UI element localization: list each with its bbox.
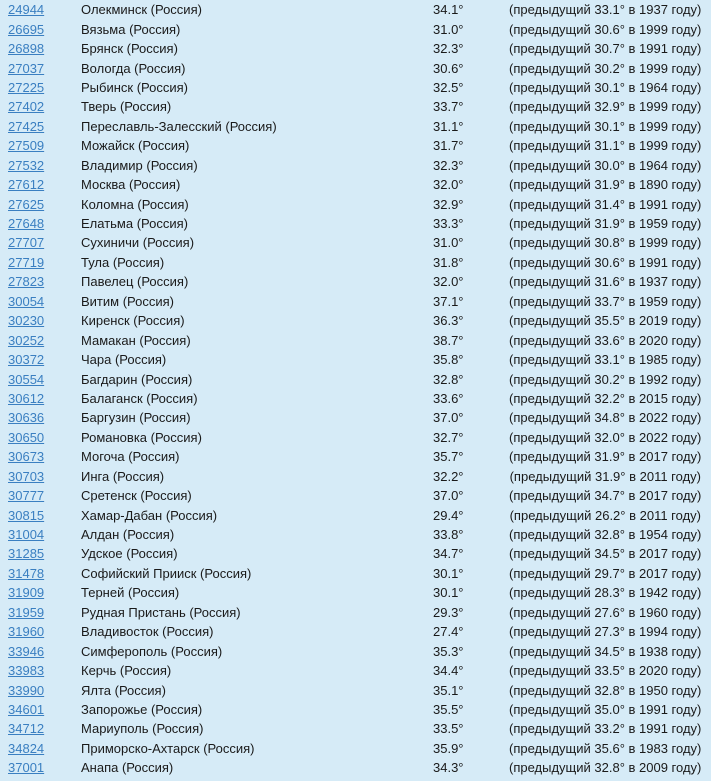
record-temperature: 33.5° [433, 721, 464, 737]
record-temperature: 31.0° [433, 235, 464, 251]
record-temperature: 37.1° [433, 293, 464, 309]
record-temperature: 33.6° [433, 390, 464, 406]
table-row [0, 369, 711, 388]
table-row [0, 253, 711, 272]
previous-record: (предыдущий 34.5° в 2017 году) [509, 546, 702, 562]
station-id-link[interactable]: 27823 [8, 274, 45, 290]
record-temperature: 29.4° [433, 507, 464, 523]
record-temperature: 33.7° [433, 99, 464, 115]
station-id-link[interactable]: 27625 [8, 196, 45, 212]
previous-record: (предыдущий 31.9° в 2011 году) [509, 468, 701, 484]
station-id-cell [0, 97, 81, 116]
record-temperature: 31.0° [433, 21, 464, 37]
station-id-link[interactable]: 27612 [8, 177, 45, 193]
station-name: Мамакан (Россия) [81, 332, 191, 348]
station-id-cell [0, 622, 81, 641]
station-id-cell [0, 156, 81, 175]
record-temperature: 35.5° [433, 701, 464, 717]
record-temperature: 32.3° [433, 157, 464, 173]
previous-record: (предыдущий 34.7° в 2017 году) [509, 488, 702, 504]
station-id-link[interactable]: 27509 [8, 138, 45, 154]
station-name: Москва (Россия) [81, 177, 181, 193]
station-name: Владимир (Россия) [81, 157, 198, 173]
station-name: Баргузин (Россия) [81, 410, 191, 426]
station-id-link[interactable]: 27648 [8, 216, 45, 232]
record-temperature: 35.9° [433, 740, 464, 756]
table-row [0, 680, 711, 699]
station-id-link[interactable]: 31478 [8, 565, 45, 581]
table-row [0, 758, 711, 777]
station-name: Владивосток (Россия) [81, 624, 214, 640]
station-name: Витим (Россия) [81, 293, 174, 309]
previous-record: (предыдущий 35.6° в 1983 году) [509, 740, 702, 756]
station-name: Хамар-Дабан (Россия) [81, 507, 218, 523]
previous-record: (предыдущий 32.8° в 1950 году) [509, 682, 702, 698]
record-temperature: 34.7° [433, 546, 464, 562]
station-name: Можайск (Россия) [81, 138, 190, 154]
previous-record: (предыдущий 32.8° в 2009 году) [509, 760, 702, 776]
previous-record: (предыдущий 31.9° в 1890 году) [509, 177, 702, 193]
station-id-cell [0, 0, 81, 19]
record-temperature: 32.5° [433, 79, 464, 95]
station-name: Коломна (Россия) [81, 196, 189, 212]
record-temperature: 35.8° [433, 352, 464, 368]
station-id-cell [0, 233, 81, 252]
station-id-cell [0, 292, 81, 311]
previous-record: (предыдущий 33.7° в 1959 году) [509, 293, 702, 309]
record-temperature: 31.8° [433, 254, 464, 270]
previous-record: (предыдущий 35.0° в 1991 году) [509, 701, 702, 717]
previous-record: (предыдущий 30.6° в 1991 году) [509, 254, 702, 270]
station-id-link[interactable]: 33990 [8, 682, 45, 698]
previous-record: (предыдущий 31.1° в 1999 году) [509, 138, 702, 154]
station-id-cell [0, 369, 81, 388]
station-id-link[interactable]: 30650 [8, 429, 45, 445]
record-temperature: 34.4° [433, 663, 464, 679]
station-id-cell [0, 544, 81, 563]
previous-record: (предыдущий 31.4° в 1991 году) [509, 196, 702, 212]
station-id-cell [0, 194, 81, 213]
table-row [0, 117, 711, 136]
station-id-link[interactable]: 30636 [8, 410, 45, 426]
station-name: Балаганск (Россия) [81, 390, 198, 406]
station-id-cell [0, 350, 81, 369]
table-row [0, 78, 711, 97]
record-temperature: 33.3° [433, 216, 464, 232]
station-id-cell [0, 78, 81, 97]
station-id-link[interactable]: 30703 [8, 468, 45, 484]
table-row [0, 389, 711, 408]
station-id-cell [0, 700, 81, 719]
record-temperature: 33.8° [433, 527, 464, 543]
station-id-cell [0, 525, 81, 544]
station-id-link[interactable]: 31285 [8, 546, 45, 562]
table-row [0, 739, 711, 758]
record-temperature: 37.0° [433, 410, 464, 426]
station-name: Олекминск (Россия) [81, 2, 202, 18]
previous-record: (предыдущий 33.5° в 2020 году) [509, 663, 702, 679]
station-id-cell [0, 19, 81, 38]
table-row [0, 292, 711, 311]
table-row [0, 505, 711, 524]
previous-record: (предыдущий 35.5° в 2019 году) [509, 313, 702, 329]
station-id-link[interactable]: 27037 [8, 60, 45, 76]
station-name: Анапа (Россия) [81, 760, 174, 776]
table-row [0, 175, 711, 194]
table-row [0, 233, 711, 252]
station-name: Приморско-Ахтарск (Россия) [81, 740, 255, 756]
table-row [0, 525, 711, 544]
previous-record: (предыдущий 34.8° в 2022 году) [509, 410, 702, 426]
station-id-link[interactable]: 30612 [8, 390, 45, 406]
previous-record: (предыдущий 33.1° в 1985 году) [509, 352, 702, 368]
station-id-cell [0, 661, 81, 680]
previous-record: (предыдущий 30.1° в 1999 году) [509, 118, 702, 134]
previous-record: (предыдущий 30.0° в 1964 году) [509, 157, 702, 173]
previous-record: (предыдущий 32.9° в 1999 году) [509, 99, 702, 115]
table-row [0, 544, 711, 563]
station-name: Чара (Россия) [81, 352, 167, 368]
record-temperature: 32.0° [433, 177, 464, 193]
station-id-cell [0, 214, 81, 233]
table-row [0, 156, 711, 175]
station-name: Вязьма (Россия) [81, 21, 181, 37]
station-id-link[interactable]: 26898 [8, 41, 45, 57]
table-row [0, 19, 711, 38]
previous-record: (предыдущий 28.3° в 1942 году) [509, 585, 702, 601]
table-row [0, 447, 711, 466]
table-row [0, 583, 711, 602]
record-temperature: 36.3° [433, 313, 464, 329]
station-id-link[interactable]: 30554 [8, 371, 45, 387]
table-row [0, 272, 711, 291]
station-name: Переславль-Залесский (Россия) [81, 118, 277, 134]
station-name: Романовка (Россия) [81, 429, 202, 445]
station-id-cell [0, 408, 81, 427]
record-temperature: 35.7° [433, 449, 464, 465]
station-name: Багдарин (Россия) [81, 371, 193, 387]
record-temperature: 30.6° [433, 60, 464, 76]
station-id-cell [0, 311, 81, 330]
previous-record: (предыдущий 31.9° в 1959 году) [509, 216, 702, 232]
station-id-link[interactable]: 27719 [8, 254, 45, 270]
station-name: Запорожье (Россия) [81, 701, 203, 717]
station-name: Алдан (Россия) [81, 527, 175, 543]
station-id-cell [0, 39, 81, 58]
previous-record: (предыдущий 30.7° в 1991 году) [509, 41, 702, 57]
station-id-cell [0, 467, 81, 486]
station-id-cell [0, 719, 81, 738]
table-row [0, 194, 711, 213]
station-id-link[interactable]: 34601 [8, 701, 45, 717]
previous-record: (предыдущий 30.2° в 1999 году) [509, 60, 702, 76]
station-id-link[interactable]: 24944 [8, 2, 45, 18]
previous-record: (предыдущий 27.3° в 1994 году) [509, 624, 702, 640]
station-name: Сухиничи (Россия) [81, 235, 195, 251]
station-name: Терней (Россия) [81, 585, 180, 601]
station-name: Инга (Россия) [81, 468, 165, 484]
previous-record: (предыдущий 30.2° в 1992 году) [509, 371, 702, 387]
station-id-cell [0, 583, 81, 602]
record-temperature: 32.8° [433, 371, 464, 387]
table-row [0, 564, 711, 583]
record-temperature: 27.4° [433, 624, 464, 640]
station-name: Удское (Россия) [81, 546, 178, 562]
record-temperature: 37.0° [433, 488, 464, 504]
station-name: Тверь (Россия) [81, 99, 172, 115]
table-row [0, 136, 711, 155]
station-name: Киренск (Россия) [81, 313, 185, 329]
station-id-link[interactable]: 31959 [8, 604, 45, 620]
table-row [0, 97, 711, 116]
record-temperature: 32.2° [433, 468, 464, 484]
table-row [0, 0, 711, 19]
previous-record: (предыдущий 31.9° в 2017 году) [509, 449, 702, 465]
record-temperature: 31.1° [433, 118, 464, 134]
previous-record: (предыдущий 33.2° в 1991 году) [509, 721, 702, 737]
station-id-cell [0, 486, 81, 505]
table-row [0, 467, 711, 486]
table-row [0, 622, 711, 641]
previous-record: (предыдущий 30.8° в 1999 году) [509, 235, 702, 251]
station-id-cell [0, 641, 81, 660]
table-row [0, 350, 711, 369]
station-id-cell [0, 603, 81, 622]
table-row [0, 330, 711, 349]
record-temperature: 31.7° [433, 138, 464, 154]
previous-record: (предыдущий 27.6° в 1960 году) [509, 604, 702, 620]
previous-record: (предыдущий 29.7° в 2017 году) [509, 565, 702, 581]
station-id-link[interactable]: 27425 [8, 118, 45, 134]
station-id-link[interactable]: 31004 [8, 527, 45, 543]
station-id-link[interactable]: 30230 [8, 313, 45, 329]
station-id-cell [0, 680, 81, 699]
table-row [0, 311, 711, 330]
station-id-cell [0, 564, 81, 583]
previous-record: (предыдущий 30.6° в 1999 году) [509, 21, 702, 37]
previous-record: (предыдущий 32.2° в 2015 году) [509, 390, 702, 406]
table-row [0, 408, 711, 427]
table-row [0, 428, 711, 447]
station-id-cell [0, 272, 81, 291]
station-id-link[interactable]: 30054 [8, 293, 45, 309]
record-temperature: 35.1° [433, 682, 464, 698]
station-name: Софийский Прииск (Россия) [81, 565, 252, 581]
station-id-link[interactable]: 33946 [8, 643, 45, 659]
station-id-cell [0, 175, 81, 194]
record-temperature: 38.7° [433, 332, 464, 348]
station-name: Елатьма (Россия) [81, 216, 188, 232]
previous-record: (предыдущий 33.1° в 1937 году) [509, 2, 702, 18]
record-temperature: 34.1° [433, 2, 464, 18]
station-id-link[interactable]: 31960 [8, 624, 45, 640]
previous-record: (предыдущий 34.5° в 1938 году) [509, 643, 702, 659]
table-row [0, 214, 711, 233]
station-name: Могоча (Россия) [81, 449, 180, 465]
station-id-cell [0, 758, 81, 777]
station-id-link[interactable]: 33983 [8, 663, 45, 679]
station-name: Павелец (Россия) [81, 274, 189, 290]
station-id-link[interactable]: 27402 [8, 99, 45, 115]
station-id-link[interactable]: 27707 [8, 235, 45, 251]
station-id-link[interactable]: 30372 [8, 352, 45, 368]
station-name: Вологда (Россия) [81, 60, 186, 76]
station-id-link[interactable]: 34824 [8, 740, 45, 756]
table-row [0, 39, 711, 58]
previous-record: (предыдущий 33.6° в 2020 году) [509, 332, 702, 348]
station-id-link[interactable]: 30777 [8, 488, 45, 504]
station-id-link[interactable]: 26695 [8, 21, 45, 37]
previous-record: (предыдущий 32.8° в 1954 году) [509, 527, 702, 543]
table-row [0, 486, 711, 505]
record-temperature: 29.3° [433, 604, 464, 620]
station-name: Брянск (Россия) [81, 41, 178, 57]
previous-record: (предыдущий 31.6° в 1937 году) [509, 274, 702, 290]
station-id-link[interactable]: 30673 [8, 449, 45, 465]
previous-record: (предыдущий 30.1° в 1964 году) [509, 79, 702, 95]
station-id-cell [0, 447, 81, 466]
station-id-link[interactable]: 27225 [8, 79, 45, 95]
record-temperature: 32.7° [433, 429, 464, 445]
station-id-link[interactable]: 31909 [8, 585, 45, 601]
station-id-cell [0, 739, 81, 758]
station-id-link[interactable]: 27532 [8, 157, 45, 173]
station-id-cell [0, 117, 81, 136]
table-row [0, 603, 711, 622]
station-name: Мариуполь (Россия) [81, 721, 204, 737]
station-id-link[interactable]: 30815 [8, 507, 45, 523]
table-row [0, 719, 711, 738]
station-id-cell [0, 136, 81, 155]
table-row [0, 700, 711, 719]
station-id-cell [0, 58, 81, 77]
station-name: Сретенск (Россия) [81, 488, 192, 504]
station-id-cell [0, 505, 81, 524]
record-temperature: 34.3° [433, 760, 464, 776]
station-id-cell [0, 330, 81, 349]
record-temperature: 32.3° [433, 41, 464, 57]
record-temperature: 32.9° [433, 196, 464, 212]
station-id-link[interactable]: 34712 [8, 721, 45, 737]
station-name: Рудная Пристань (Россия) [81, 604, 241, 620]
table-row [0, 58, 711, 77]
station-name: Керчь (Россия) [81, 663, 172, 679]
station-id-link[interactable]: 37001 [8, 760, 45, 776]
table-row [0, 661, 711, 680]
record-temperature: 32.0° [433, 274, 464, 290]
station-name: Рыбинск (Россия) [81, 79, 188, 95]
record-temperature: 30.1° [433, 585, 464, 601]
station-id-cell [0, 253, 81, 272]
record-temperature: 30.1° [433, 565, 464, 581]
station-name: Тула (Россия) [81, 254, 165, 270]
station-id-link[interactable]: 30252 [8, 332, 45, 348]
station-id-cell [0, 428, 81, 447]
table-row [0, 641, 711, 660]
station-name: Ялта (Россия) [81, 682, 166, 698]
station-id-cell [0, 389, 81, 408]
previous-record: (предыдущий 32.0° в 2022 году) [509, 429, 702, 445]
station-name: Симферополь (Россия) [81, 643, 223, 659]
record-temperature: 35.3° [433, 643, 464, 659]
previous-record: (предыдущий 26.2° в 2011 году) [509, 507, 701, 523]
